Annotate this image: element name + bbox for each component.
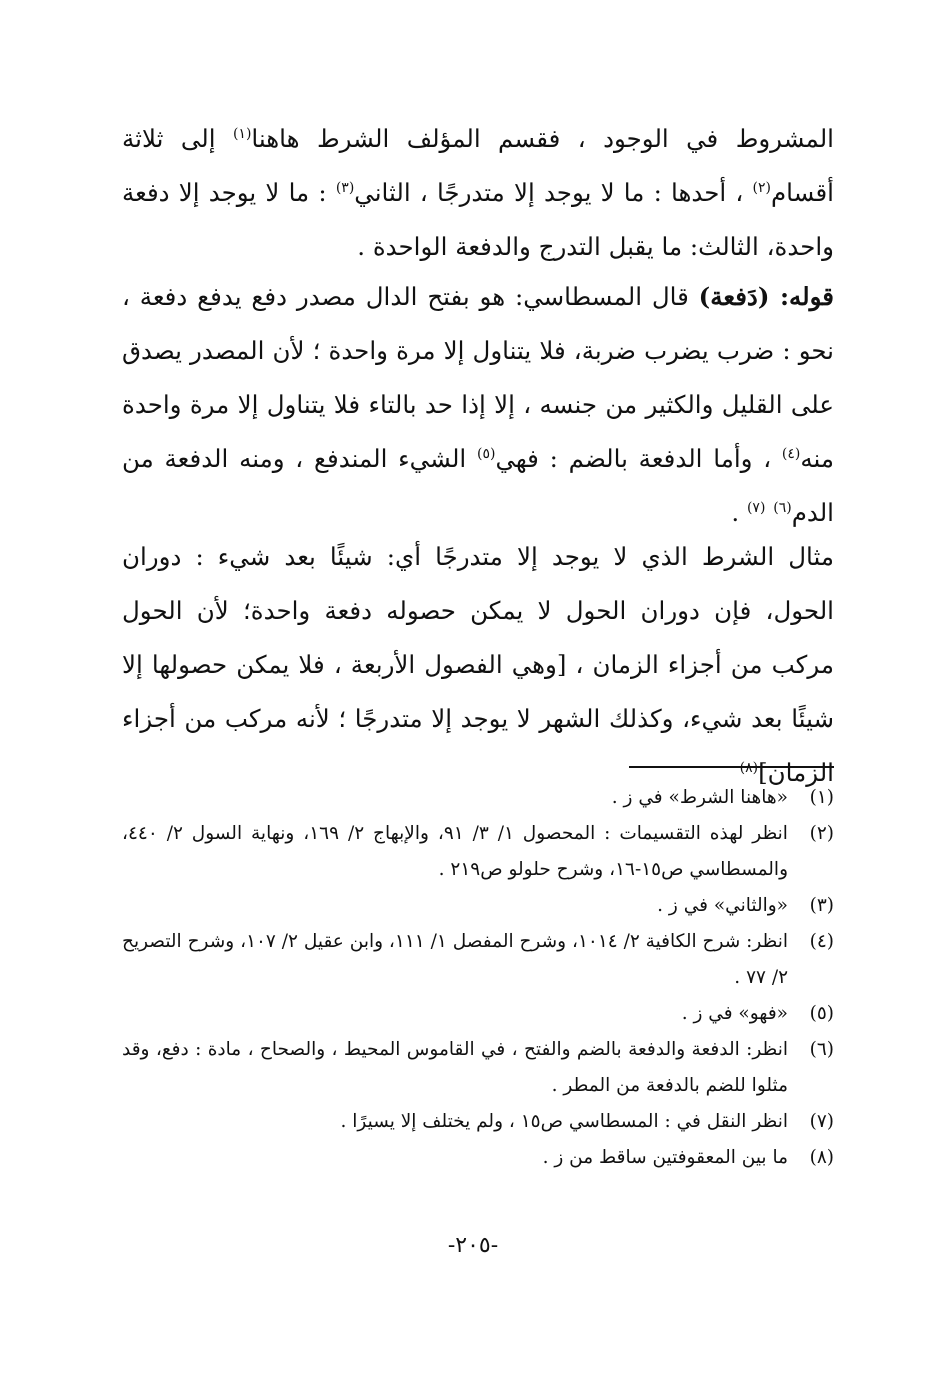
text-run: : ما لا يوجد إلا دفعة واحدة، الثالث: ما يقبل التدرج والدفعة الواحدة . (122, 178, 834, 261)
page-number: -٢٠٥- (447, 1233, 499, 1258)
footnote-ref-8[interactable]: (٨) (739, 759, 759, 776)
footnote-text: انظر: شرح الكافية ٢/ ١٠١٤، وشرح المفصل ١/ ١١١، وابن عقيل ٢/ ١٠٧، وشرح التصريح ٢/ ٧٧ . (122, 931, 788, 988)
text-run: الشيء المندفع ، ومنه الدفعة من الدم (122, 444, 834, 527)
text-run: ، أحدها : ما لا يوجد إلا متدرجًا ، الثاني (354, 178, 753, 207)
text-run: إلى ثلاثة أقسام (122, 124, 834, 207)
footnote-text: انظر لهذه التقسيمات : المحصول ١/ ٣/ ٩١، والإبهاج ٢/ ١٦٩، ونهاية السول ٢/ ٤٤٠، والمسطاسي ص١٥-١٦، وشرح حلولو ص٢١٩ . (122, 823, 788, 880)
footnote-text: «فهو» في ز . (681, 1003, 788, 1024)
footnote-number: (٧) (809, 1111, 834, 1132)
body-paragraph-1 (122, 112, 834, 274)
body-paragraph-3 (122, 530, 834, 800)
footnote-ref-7[interactable]: (٧) (746, 499, 766, 516)
footnote-text: «والثاني» في ز . (657, 895, 788, 916)
text-run: . (731, 498, 747, 527)
footnote-number: (٤) (809, 931, 834, 952)
footnote-ref-6[interactable]: (٦) (773, 499, 792, 516)
text-run: مثال الشرط الذي لا يوجد إلا متدرجًا أي: شيئًا بعد شيء : دوران الحول، فإن دوران الحول لا يمكن حصوله دفعة واحدة؛ لأن الحول مركب من أجزاء الزمان ، [وهي الفصول الأربعة ، فلا يمكن حصولها إلا شيئًا بعد شيء، وكذلك الشهر لا يوجد إلا متدرجًا ؛ لأنه مركب من أجزاء الزمان] (122, 542, 834, 787)
footnote-number: (٦) (809, 1039, 834, 1060)
footnote-text: «هاهنا الشرط» في ز . (611, 787, 788, 808)
footnote-separator (629, 766, 834, 768)
footnote-ref-3[interactable]: (٣) (335, 179, 355, 196)
footnote-item (122, 924, 834, 996)
footnote-ref-4[interactable]: (٤) (781, 445, 801, 462)
footnote-item (122, 888, 834, 924)
footnote-text: انظر النقل في : المسطاسي ص١٥ ، ولم يختلف إلا يسيرًا . (340, 1111, 788, 1132)
text-run: المشروط في الوجود ، فقسم المؤلف الشرط هاهنا (251, 124, 834, 153)
footnote-number: (٢) (809, 823, 834, 844)
footnote-item (122, 816, 834, 888)
quote-lead: قوله: (دَفعة) (698, 282, 834, 311)
footnotes-section (122, 780, 834, 1176)
body-paragraph-2 (122, 270, 834, 540)
footnote-text: ما بين المعقوفتين ساقط من ز . (542, 1147, 788, 1168)
footnote-item (122, 996, 834, 1032)
footnote-ref-5[interactable]: (٥) (476, 445, 496, 462)
footnote-item (122, 1032, 834, 1104)
text-run: قال المسطاسي: هو بفتح الدال مصدر دفع يدفع دفعة ، نحو : ضرب يضرب ضربة، فلا يتناول إلا مرة واحدة ؛ لأن المصدر يصدق على القليل والكثير من جنسه ، إلا إذا حد بالتاء فلا يتناول إلا مرة واحدة منه (122, 282, 834, 473)
footnote-number: (١) (809, 787, 834, 808)
footnote-item (122, 1104, 834, 1140)
footnote-number: (٨) (809, 1147, 834, 1168)
text-run: ، وأما الدفعة بالضم : فهي (495, 444, 782, 473)
footnote-number: (٣) (809, 895, 834, 916)
footnote-item (122, 1140, 834, 1176)
footnote-item (122, 780, 834, 816)
footnote-text: انظر: الدفعة والدفعة بالضم والفتح ، في القاموس المحيط ، والصحاح ، مادة : دفع، وقد مثلوا للضم بالدفعة من المطر . (122, 1039, 788, 1096)
footnote-ref-2[interactable]: (٢) (752, 179, 771, 196)
footnote-ref-1[interactable]: (١) (232, 125, 252, 142)
footnote-number: (٥) (809, 1003, 834, 1024)
